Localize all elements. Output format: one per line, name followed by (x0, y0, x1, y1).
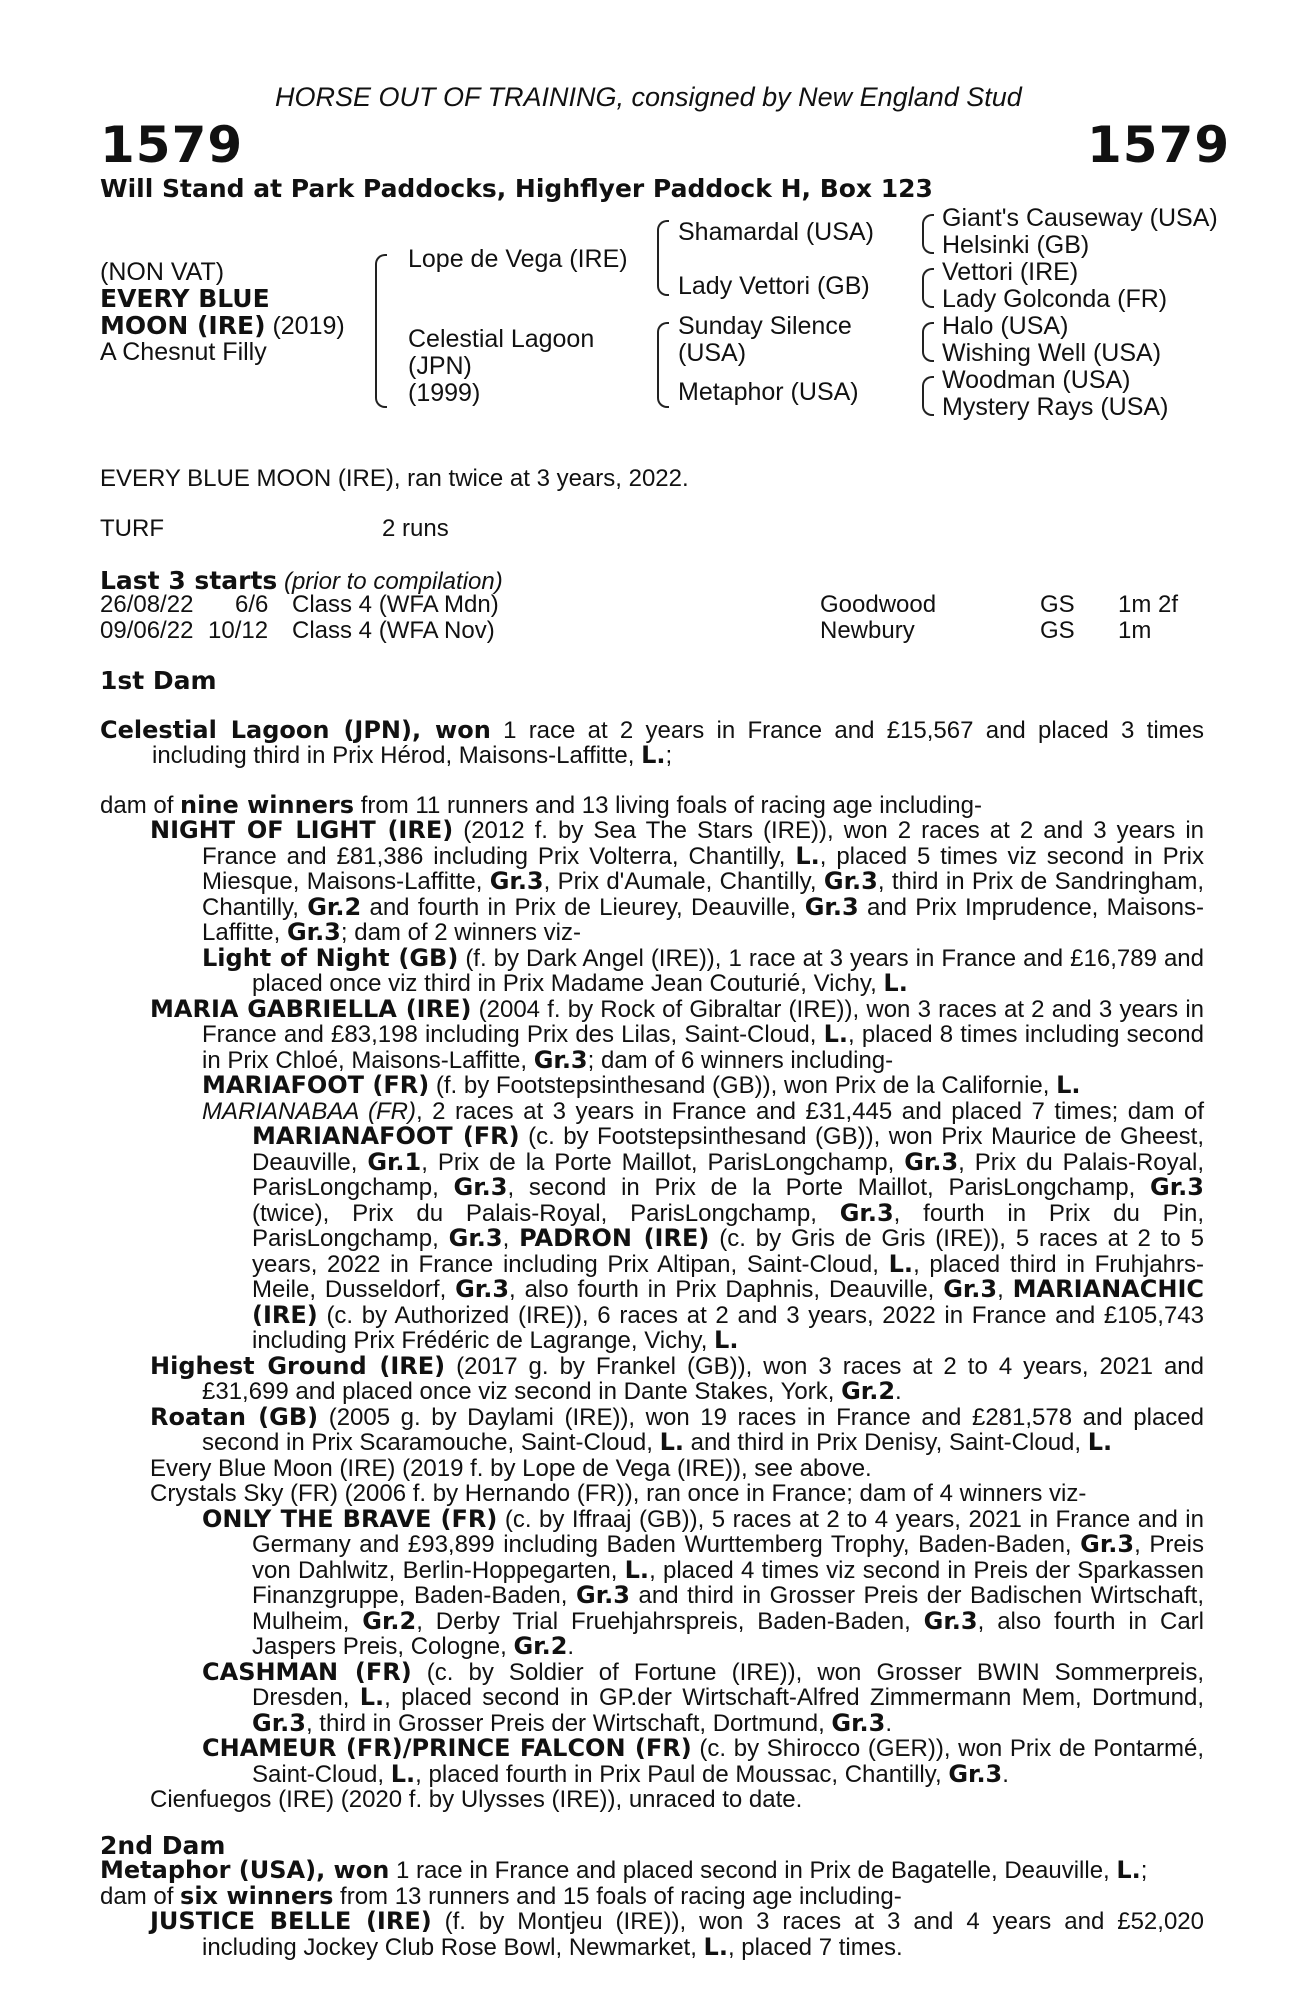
start-going: GS (1040, 617, 1075, 644)
lot-number-left: 1579 (100, 116, 244, 174)
first-dam-record: Celestial Lagoon (JPN), won 1 race at 2 years in France and £15,567 and placed 3 times including third in Prix Hérod, Maisons-Laffitte, L.; (100, 715, 1204, 769)
start-date: 09/06/22 (100, 617, 194, 644)
second-dam-record: Metaphor (USA), won 1 race in France and placed second in Prix de Bagatelle, Deauville, L.; (100, 1856, 1148, 1884)
dam-dam: Metaphor (USA) (678, 378, 859, 406)
ds-brace (922, 322, 934, 362)
ss-sire: Giant's Causeway (USA) (942, 204, 1218, 232)
sire-sire: Shamardal (USA) (678, 218, 874, 246)
ds-dam: Wishing Well (USA) (942, 339, 1162, 367)
dam-line3: (1999) (408, 379, 481, 407)
start-position: 6/6 (235, 591, 269, 618)
produce-only-the-brave: ONLY THE BRAVE (FR) (c. by Iffraaj (GB)), 5 races at 2 to 4 years, 2021 in France and in Germany and £93,899 including Baden Wurttemberg Trophy, Baden-Baden, Gr.3, Preis von Dahlwitz, Berlin-Hoppegarten, L., placed 4 times viz second in Preis der Sparkassen Finanzgruppe, Baden-Baden, Gr.3 and third in Grosser Preis der Badischen Wirtschaft, Mulheim, Gr.2, Derby Trial Fruehjahrspreis, Baden-Baden, Gr.3, also fourth in Carl Jaspers Preis, Cologne, Gr.2. (202, 1504, 1205, 1660)
dd-dam: Mystery Rays (USA) (942, 393, 1169, 421)
vat-status: (NON VAT) (100, 258, 225, 286)
pedigree-brace (375, 254, 387, 408)
ds-sire: Halo (USA) (942, 312, 1069, 340)
start-course: Goodwood (820, 591, 937, 618)
stand-location: Will Stand at Park Paddocks, Highflyer Paddock H, Box 123 (100, 174, 933, 203)
last-starts-heading: Last 3 starts (prior to compilation) (100, 566, 503, 595)
dd-sire: Woodman (USA) (942, 366, 1131, 394)
dam-line2: (JPN) (408, 352, 472, 380)
produce-roatan: Roatan (GB) (2005 g. by Daylami (IRE)), won 19 races in France and £281,578 and placed second in Prix Scaramouche, Saint-Cloud, L. and third in Prix Denisy, Saint-Cloud, L. (150, 1402, 1204, 1456)
surface-runs: 2 runs (382, 515, 449, 542)
produce-light-of-night: Light of Night (GB) (f. by Dark Angel (IRE)), 1 race at 3 years in France and £16,789 and placed once viz third in Prix Madame Jean Couturié, Vichy, L. (202, 943, 1204, 997)
horse-description: A Chesnut Filly (100, 338, 267, 366)
sd-sire: Vettori (IRE) (942, 258, 1079, 286)
produce-chameur: CHAMEUR (FR)/PRINCE FALCON (FR) (c. by Shirocco (GER)), won Prix de Pontarmé, Saint-Cloud, L., placed fourth in Prix Paul de Moussac, Chantilly, Gr.3. (202, 1734, 1205, 1788)
produce-cienfuegos: Cienfuegos (IRE) (2020 f. by Ulysses (IRE)), unraced to date. (150, 1786, 803, 1813)
start-date: 26/08/22 (100, 591, 194, 618)
sire-brace (657, 220, 669, 296)
lot-number-right: 1579 (1087, 116, 1231, 174)
dam-sire-line2: (USA) (678, 339, 747, 367)
second-dam-heading: 2nd Dam (100, 1830, 226, 1860)
produce-marianabaa: MARIANABAA (FR), 2 races at 3 years in France and £31,445 and placed 7 times; dam of MARIANAFOOT (FR) (c. by Footstepsinthesand (GB)), won Prix Maurice de Gheest, Deauville, Gr.1, Prix de la Porte Maillot, ParisLongchamp, Gr.3, Prix du Palais-Royal, ParisLongchamp, Gr.3, second in Prix de la Porte Maillot, ParisLongchamp, Gr.3 (twice), Prix du Palais-Royal, ParisLongchamp, Gr.3, fourth in Prix du Pin, ParisLongchamp, Gr.3, PADRON (IRE) (c. by Gris de Gris (IRE)), 5 races at 2 to 5 years, 2022 in France including Prix Altipan, Saint-Cloud, L., placed third in Fruhjahrs-Meile, Dusseldorf, Gr.3, also fourth in Prix Daphnis, Deauville, Gr.3, MARIANACHIC (IRE) (c. by Authorized (IRE)), 6 races at 2 and 3 years, 2022 in France and £105,743 including Prix Frédéric de Lagrange, Vichy, L. (202, 1097, 1205, 1354)
dam-sire-line1: Sunday Silence (678, 312, 852, 340)
start-distance: 1m 2f (1118, 591, 1179, 618)
sire: Lope de Vega (IRE) (408, 245, 628, 273)
ss-brace (922, 214, 934, 254)
start-race: Class 4 (WFA Mdn) (292, 591, 499, 618)
horse-name-line2: MOON (IRE) (2019) (100, 311, 345, 340)
horse-name-line1: EVERY BLUE (100, 284, 270, 313)
start-race: Class 4 (WFA Nov) (292, 617, 495, 644)
first-dam-section (100, 668, 1204, 1960)
sd-dam: Lady Golconda (FR) (942, 285, 1168, 313)
start-going: GS (1040, 591, 1075, 618)
race-summary: EVERY BLUE MOON (IRE), ran twice at 3 years, 2022. (100, 465, 689, 492)
start-distance: 1m (1118, 617, 1152, 644)
produce-highest-ground: Highest Ground (IRE) (2017 g. by Frankel (GB)), won 3 races at 2 to 4 years, 2021 and £31,699 and placed once viz second in Dante Stakes, York, Gr.2. (150, 1351, 1204, 1405)
consignment-line: HORSE OUT OF TRAINING, consigned by New England Stud (275, 82, 1022, 112)
dam-line1: Celestial Lagoon (408, 325, 595, 353)
dd-brace (922, 376, 934, 416)
sire-dam: Lady Vettori (GB) (678, 272, 870, 300)
surface-label: TURF (100, 515, 164, 542)
produce-crystals-sky: Crystals Sky (FR) (2006 f. by Hernando (FR)), ran once in France; dam of 4 winners viz- (150, 1480, 1087, 1507)
start-course: Newbury (820, 617, 915, 644)
produce-night-of-light: NIGHT OF LIGHT (IRE) (2012 f. by Sea The Stars (IRE)), won 2 races at 2 and 3 years in France and £81,386 including Prix Volterra, Chantilly, L., placed 5 times viz second in Prix Miesque, Maisons-Laffitte, Gr.3, Prix d'Aumale, Chantilly, Gr.3, third in Prix de Sandringham, Chantilly, Gr.2 and fourth in Prix de Lieurey, Deauville, Gr.3 and Prix Imprudence, Maisons-Laffitte, Gr.3; dam of 2 winners viz- (150, 816, 1205, 946)
produce-mariafoot: MARIAFOOT (FR) (f. by Footstepsinthesand (GB)), won Prix de la Californie, L. (202, 1071, 1081, 1099)
produce-every-blue-moon: Every Blue Moon (IRE) (2019 f. by Lope de Vega (IRE)), see above. (150, 1454, 872, 1482)
produce-cashman: CASHMAN (FR) (c. by Soldier of Fortune (IRE)), won Grosser BWIN Sommerpreis, Dresden, L., placed second in GP.der Wirtschaft-Alfred Zimmermann Mem, Dortmund, Gr.3, third in Grosser Preis der Wirtschaft, Dortmund, Gr.3. (202, 1657, 1205, 1737)
first-dam-heading: 1st Dam (100, 666, 217, 695)
start-position: 10/12 (208, 617, 269, 644)
ss-dam: Helsinki (GB) (942, 231, 1090, 259)
sd-brace (922, 268, 934, 308)
second-dam-produce: dam of six winners from 13 runners and 15 foals of racing age including- (100, 1881, 902, 1910)
produce-maria-gabriella: MARIA GABRIELLA (IRE) (2004 f. by Rock of Gibraltar (IRE)), won 3 races at 2 and 3 years in France and £83,198 including Prix des Lilas, Saint-Cloud, L., placed 8 times including second in Prix Chloé, Maisons-Laffitte, Gr.3; dam of 6 winners including- (150, 994, 1205, 1074)
produce-justice-belle: JUSTICE BELLE (IRE) (f. by Montjeu (IRE)), won 3 races at 3 and 4 years and £52,020 including Jockey Club Rose Bowl, Newmarket, L., placed 7 times. (150, 1907, 1204, 1961)
first-dam-produce: dam of nine winners from 11 runners and 13 living foals of racing age including- (100, 790, 982, 819)
dam-brace (657, 322, 669, 408)
